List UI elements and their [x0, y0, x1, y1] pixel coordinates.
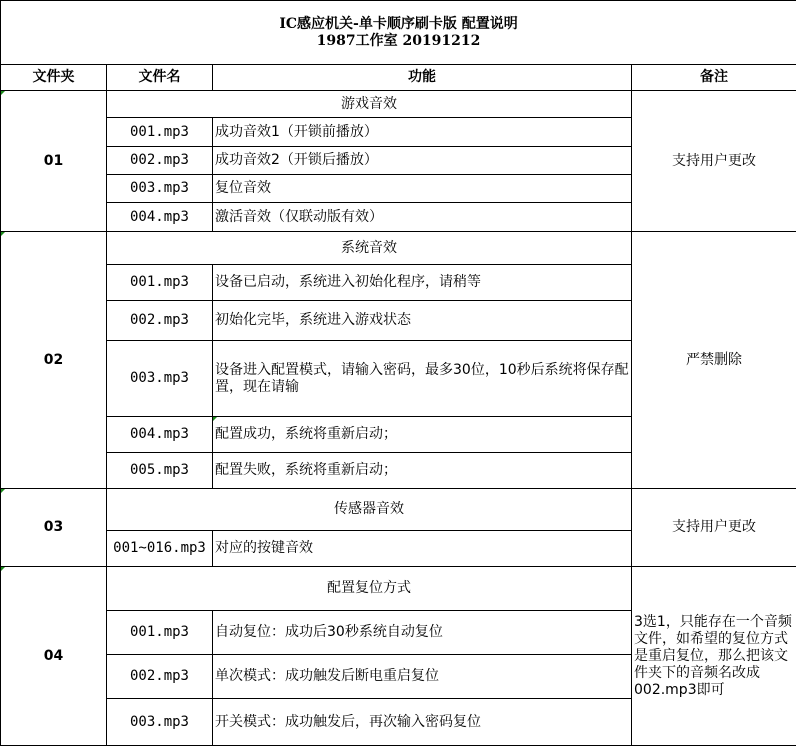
- file-name: 002.mp3: [107, 147, 213, 175]
- cell-marker-icon: [1, 232, 5, 236]
- file-name: 003.mp3: [107, 341, 213, 417]
- function-desc: 成功音效2（开锁后播放）: [213, 147, 632, 175]
- cell-marker-icon: [1, 567, 5, 571]
- file-name: 005.mp3: [107, 453, 213, 489]
- header-note: 备注: [632, 65, 796, 91]
- function-desc: 自动复位：成功后30秒系统自动复位: [213, 611, 632, 655]
- file-name: 004.mp3: [107, 417, 213, 453]
- header-row: [1, 65, 796, 91]
- function-desc: 配置成功，系统将重新启动；: [213, 417, 632, 453]
- note-cell: 支持用户更改: [632, 489, 796, 567]
- note-cell: 严禁删除: [632, 232, 796, 489]
- section-row: [1, 91, 796, 118]
- cell-marker-icon: [213, 417, 217, 421]
- header-function: 功能: [213, 65, 632, 91]
- function-desc: 设备进入配置模式，请输入密码，最多30位，10秒后系统将保存配置，现在请输: [213, 341, 632, 417]
- section-title: 传感器音效: [107, 489, 632, 531]
- function-desc: 复位音效: [213, 175, 632, 203]
- file-name: 003.mp3: [107, 175, 213, 203]
- function-desc: 配置失败，系统将重新启动；: [213, 453, 632, 489]
- file-name: 001.mp3: [107, 611, 213, 655]
- cell-marker-icon: [1, 91, 5, 95]
- note-cell: 支持用户更改: [632, 91, 796, 232]
- note-cell: 3选1，只能存在一个音频文件，如希望的复位方式是重启复位，那么把该文件夹下的音频名改成002.mp3即可: [632, 567, 796, 746]
- file-name: 002.mp3: [107, 301, 213, 341]
- section-row: [1, 489, 796, 531]
- file-name: 001~016.mp3: [107, 531, 213, 567]
- function-desc: 开关模式：成功触发后，再次输入密码复位: [213, 699, 632, 746]
- folder-cell: 04: [1, 567, 107, 746]
- section-row: [1, 567, 796, 611]
- section-row: [1, 232, 796, 265]
- folder-cell: 03: [1, 489, 107, 567]
- folder-cell: 01: [1, 91, 107, 232]
- function-desc: 单次模式：成功触发后断电重启复位: [213, 655, 632, 699]
- function-desc: 初始化完毕，系统进入游戏状态: [213, 301, 632, 341]
- title-row: [1, 1, 796, 65]
- page-subtitle: 1987工作室 20191212: [316, 32, 481, 49]
- file-name: 001.mp3: [107, 265, 213, 301]
- function-desc: 对应的按键音效: [213, 531, 632, 567]
- function-desc: 激活音效（仅联动版有效）: [213, 203, 632, 232]
- cell-marker-icon: [1, 489, 5, 493]
- file-name: 004.mp3: [107, 203, 213, 232]
- section-title: 系统音效: [107, 232, 632, 265]
- header-filename: 文件名: [107, 65, 213, 91]
- title-cell: [1, 1, 796, 65]
- section-title: 配置复位方式: [107, 567, 632, 611]
- file-name: 002.mp3: [107, 655, 213, 699]
- page-title: IC感应机关-单卡顺序刷卡版 配置说明: [279, 15, 518, 32]
- file-name: 003.mp3: [107, 699, 213, 746]
- function-desc: 设备已启动，系统进入初始化程序，请稍等: [213, 265, 632, 301]
- header-folder: 文件夹: [1, 65, 107, 91]
- function-desc: 成功音效1（开锁前播放）: [213, 118, 632, 147]
- folder-cell: 02: [1, 232, 107, 489]
- section-title: 游戏音效: [107, 91, 632, 118]
- file-name: 001.mp3: [107, 118, 213, 147]
